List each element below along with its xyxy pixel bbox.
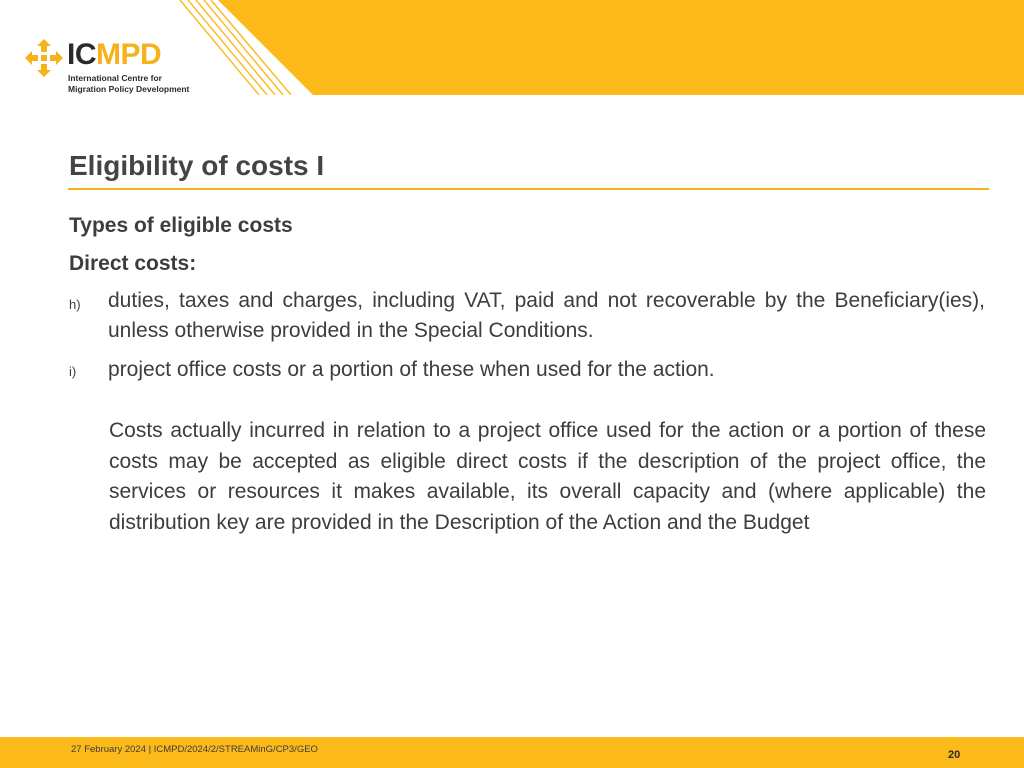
logo-ic: IC xyxy=(67,38,96,71)
list-item-text: project office costs or a portion of these when used for the action. xyxy=(108,358,715,381)
logo-subtitle-line1: International Centre for xyxy=(68,73,162,83)
icmpd-logo xyxy=(24,38,194,98)
logo-mpd: MPD xyxy=(96,38,162,71)
logo-wordmark xyxy=(67,38,161,72)
logo-subtitle-line2: Migration Policy Development xyxy=(68,84,190,94)
explanatory-paragraph: Costs actually incurred in relation to a project office used for the action or a portion of these costs may be accepted as eligible direct costs if the description of the project office, the services or resources it makes available, its overall capacity and (where applicable) the distribution key are provided in the Description of the Action and the Budget xyxy=(109,419,986,534)
list-marker: h) xyxy=(69,297,81,312)
subheading-types-of-eligible-costs: Types of eligible costs xyxy=(69,214,293,237)
four-arrows-diamond-icon xyxy=(24,38,64,78)
title-underline xyxy=(68,188,989,190)
list-item-text: duties, taxes and charges, including VAT, paid and not recoverable by the Beneficiary(ies), unless otherwise provided in the Special Conditions. xyxy=(108,289,985,342)
list-marker: i) xyxy=(69,364,77,379)
footer-band xyxy=(0,737,1024,768)
footer-text: 27 February 2024 | ICMPD/2024/2/STREAMinG/CP3/GEO xyxy=(71,744,318,755)
slide-title: Eligibility of costs I xyxy=(69,150,325,181)
logo-subtitle xyxy=(68,73,208,95)
page-number: 20 xyxy=(948,749,961,761)
subheading-direct-costs: Direct costs: xyxy=(69,252,197,275)
